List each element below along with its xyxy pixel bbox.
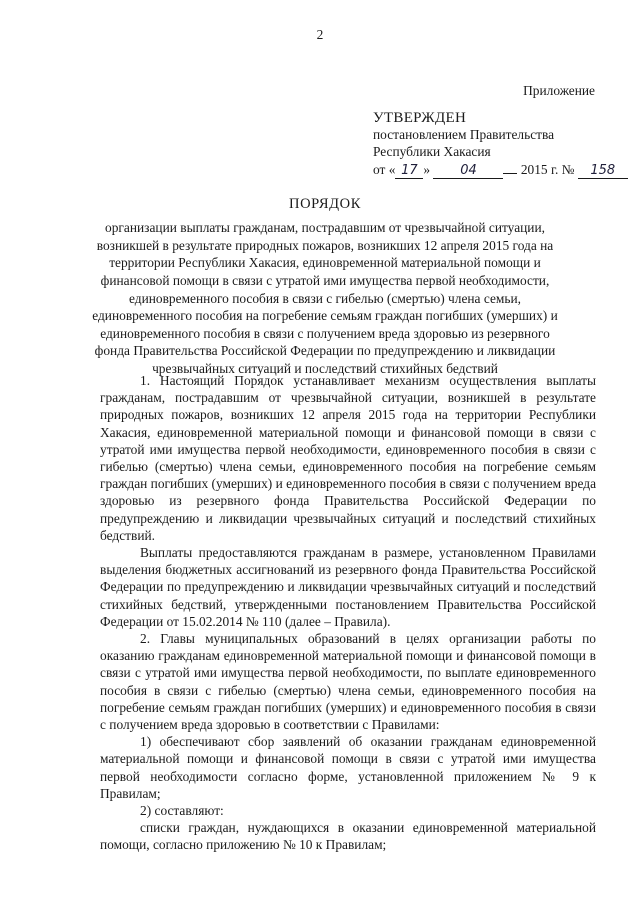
approved-heading: УТВЕРЖДЕН bbox=[373, 110, 467, 127]
handwritten-number: 158 bbox=[578, 164, 628, 179]
approved-by-line-1: постановлением Правительства bbox=[373, 127, 555, 143]
handwritten-month: 04 bbox=[433, 164, 503, 179]
date-mid: » bbox=[423, 162, 431, 178]
paragraph-1: 1. Настоящий Порядок устанавливает механизм осуществления выплаты гражданам, пострадавшим от чрезвычайной ситуации, возникшей в результате природных пожаров, возникших 12 апреля 2015 года на территории Республики Хакасия, единовременной материальной помощи и финансовой помощи в связи с утратой ими имущества первой необходимости, единовременного пособия в связи с гибелью (смертью) члена семьи, единовременного пособия на погребение семьям граждан погибших (умерших) и единовременного пособия в связи с получением вреда здоровью из резервного фонда Правительства Российской Федерации по предупреждению и ликвидации чрезвычайных ситуаций и последствий стихийных бедствий. bbox=[100, 373, 597, 543]
paragraph-2: Выплаты предоставляются гражданам в размере, установленном Правилами выделения бюджетных ассигнований из резервного фонда Правительства Российской Федерации по предупреждению и ликвидации чрезвычайных ситуаций и последствий стихийных бедствий, утвержденными постановлением Правительства Российской Федерации от 15.02.2014 № 110 (далее – Правила). bbox=[100, 545, 596, 629]
document-title: ПОРЯДОК bbox=[289, 196, 361, 212]
handwritten-day: 17 bbox=[395, 164, 423, 179]
paragraph-5: 2) составляют: bbox=[140, 803, 224, 819]
document-subtitle: организации выплаты гражданам, пострадавшим от чрезвычайной ситуации, возникшей в результате природных пожаров, возникших 12 апреля 2015 года на территории Республики Хакасия, единовременной материальной помощи и финансовой помощи в связи с утратой ими имущества первой необходимости, единовременного пособия в связи с гибелью (смертью) члена семьи, единовременного пособия на погребение семьям граждан погибших (умерших) и единовременного пособия в связи с получением вреда здоровью из резервного фонда Правительства Российской Федерации по предупреждению и ликвидации чрезвычайных ситуаций и последствий стихийных бедствий bbox=[92, 220, 558, 376]
document-title-block bbox=[92, 196, 558, 378]
document-body bbox=[100, 372, 596, 854]
year-and-number-label: 2015 г. № bbox=[520, 162, 575, 178]
approval-date-line bbox=[373, 160, 616, 180]
appendix-label: Приложение bbox=[523, 83, 595, 98]
paragraph-4: 1) обеспечивают сбор заявлений об оказании гражданам единовременной материальной помощи и финансовой помощи в связи с утратой ими имущества первой необходимости согласно форме, установленной приложением № 9 к Правилам; bbox=[100, 734, 596, 801]
month-blank bbox=[503, 161, 517, 174]
page-number: 2 bbox=[316, 27, 324, 42]
approved-by-line-2: Республики Хакасия bbox=[373, 143, 491, 159]
paragraph-3: 2. Главы муниципальных образований в целях организации работы по оказанию гражданам единовременной материальной помощи и финансовой помощи в связи с утратой ими имущества первой необходимости, по выплате единовременного пособия в связи с гибелью (смертью) члена семьи, единовременного пособия на погребение семьям граждан погибших (умерших) и единовременного пособия в связи с получением вреда здоровью в соответствии с Правилами: bbox=[100, 631, 596, 733]
approval-block bbox=[373, 82, 616, 180]
paragraph-6: списки граждан, нуждающихся в оказании единовременной материальной помощи, согласно приложению № 10 к Правилам; bbox=[100, 820, 596, 853]
date-prefix: от « bbox=[373, 162, 396, 178]
